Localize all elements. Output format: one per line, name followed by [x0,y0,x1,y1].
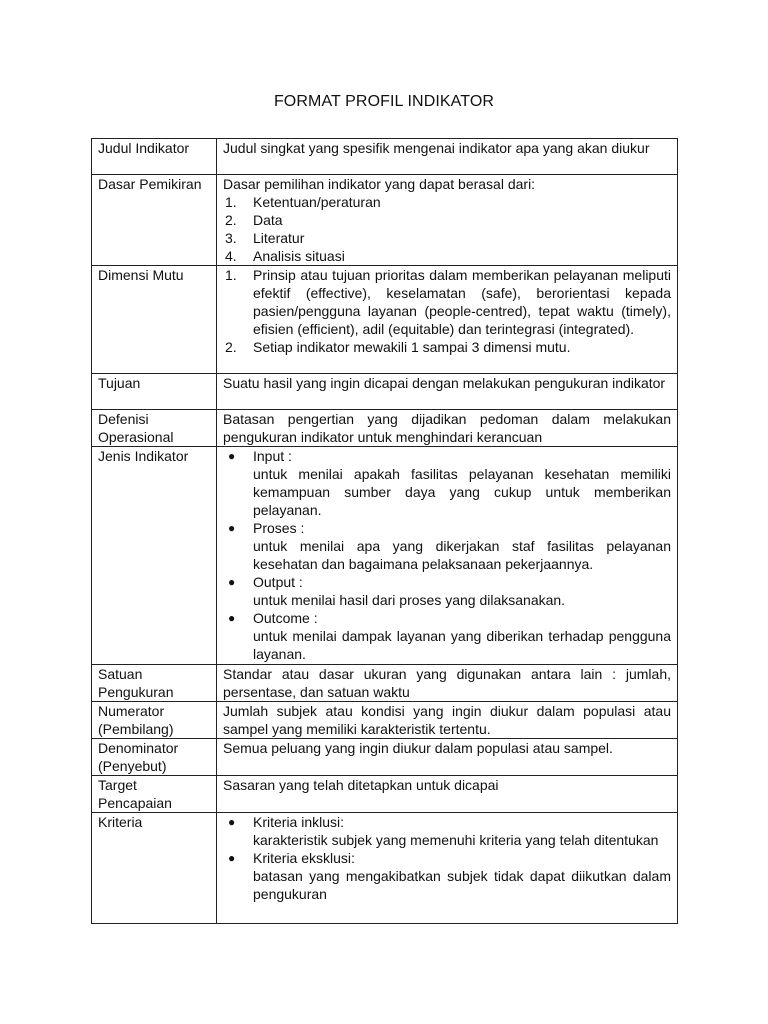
table-row [92,665,678,702]
row-label: Denominator (Penyebut) [92,739,217,776]
table-row [92,776,678,813]
bullet-list [223,813,671,903]
row-label: Judul Indikator [92,139,217,175]
bullet-icon: ● [228,449,236,463]
document-title: FORMAT PROFIL INDIKATOR [273,93,495,110]
row-content [217,813,678,924]
list-item: 2. Setiap indikator mewakili 1 sampai 3 dimensi mutu. [225,339,571,355]
list-item: ● Kriteria eksklusi: batasan yang mengakibatkan subjek tidak dapat diikutkan dalam pengukuran [228,850,671,902]
table-row [92,447,678,665]
bullet-icon: ● [228,575,236,589]
table-row [92,410,678,447]
bullet-icon: ● [228,815,236,829]
list-item: ● Output : untuk menilai hasil dari proses yang dilaksanakan. [228,574,566,608]
row-label: Tujuan [92,374,217,410]
list-item: ● Kriteria inklusi: karakteristik subjek yang memenuhi kriteria yang telah ditentukan [228,814,659,848]
row-label: Kriteria [92,813,217,924]
numbered-list [223,193,671,265]
row-content: Jumlah subjek atau kondisi yang ingin diukur dalam populasi atau sampel yang memiliki karakteristik tertentu. [217,702,678,739]
list-item: 4. Analisis situasi [225,248,345,264]
table-row [92,139,678,175]
row-content: Standar atau dasar ukuran yang digunakan antara lain : jumlah, persentase, dan satuan waktu [217,665,678,702]
row-content [217,266,678,374]
table-row [92,739,678,776]
row-content: Judul singkat yang spesifik mengenai indikator apa yang akan diukur [217,139,678,175]
table-row [92,175,678,266]
bullet-icon: ● [228,611,236,625]
bullet-icon: ● [228,521,236,535]
list-item: 1. Prinsip atau tujuan prioritas dalam memberikan pelayanan meliputi efektif (effective), keselamatan (safe), berorientasi kepada pasien/pengguna layanan (people-centred), tepat waktu (timely), efisien (efficient), adil (equitable) dan terintegrasi (integrated). [225,267,671,337]
list-item: 2. Data [225,212,283,228]
table-row [92,266,678,374]
table-row [92,374,678,410]
list-item: 3. Literatur [225,230,305,246]
list-item: ● Proses : untuk menilai apa yang dikerjakan staf fasilitas pelayanan kesehatan dan bagaimana pelaksanaan pekerjaannya. [228,520,671,572]
row-label: Defenisi Operasional [92,410,217,447]
table-row [92,702,678,739]
row-label: Dimensi Mutu [92,266,217,374]
row-content [217,175,678,266]
row-label: Target Pencapaian [92,776,217,813]
row-content: Batasan pengertian yang dijadikan pedoman dalam melakukan pengukuran indikator untuk menghindari kerancuan [217,410,678,447]
row-label: Dasar Pemikiran [92,175,217,266]
bullet-list [223,447,671,663]
table-row [92,813,678,924]
row-content: Sasaran yang telah ditetapkan untuk dicapai [217,776,678,813]
row-label: Jenis Indikator [92,447,217,665]
row-content [217,447,678,665]
row-content: Suatu hasil yang ingin dicapai dengan melakukan pengukuran indikator [217,374,678,410]
indicator-profile-table [91,138,678,924]
list-item: ● Outcome : untuk menilai dampak layanan yang diberikan terhadap pengguna layanan. [228,610,671,662]
row-label: Satuan Pengukuran [92,665,217,702]
list-item: 1. Ketentuan/peraturan [225,194,381,210]
row-content: Semua peluang yang ingin diukur dalam populasi atau sampel. [217,739,678,776]
row-label: Numerator (Pembilang) [92,702,217,739]
row-intro: Dasar pemilihan indikator yang dapat berasal dari: [223,176,536,192]
numbered-list [223,266,671,356]
bullet-icon: ● [228,851,236,865]
list-item: ● Input : untuk menilai apakah fasilitas pelayanan kesehatan memiliki kemampuan sumber daya yang cukup untuk memberikan pelayanan. [228,448,671,518]
